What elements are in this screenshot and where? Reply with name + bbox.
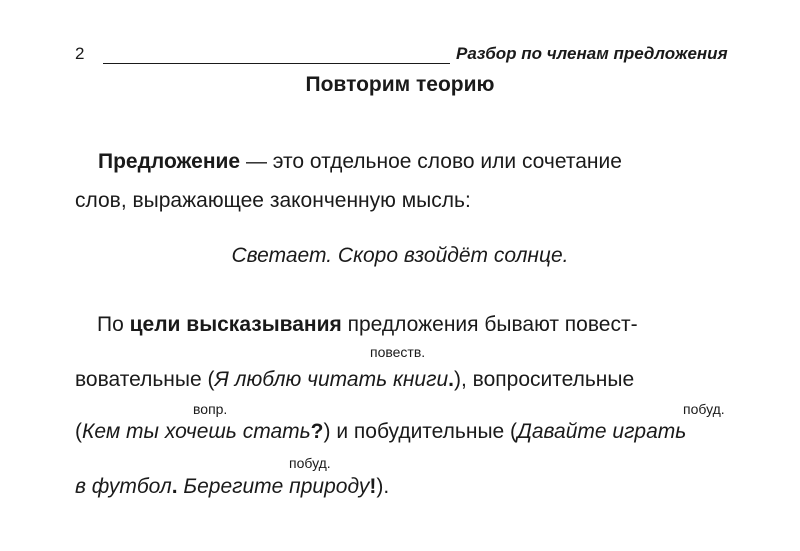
example-imperative-2: Берегите природу — [177, 475, 370, 498]
annotation-interrogative: вопр. — [193, 401, 228, 417]
purpose-line-4 — [75, 475, 389, 499]
purpose-term: цели высказывания — [129, 313, 342, 336]
definition-text: — это отдельное слово или сочетание — [240, 150, 622, 173]
purpose-line-3 — [75, 420, 686, 444]
purpose-text: ). — [376, 475, 390, 498]
example-punct: . — [171, 475, 178, 498]
example-punct: ? — [310, 420, 324, 443]
example-part-1: Светает — [231, 244, 327, 267]
example-dot-1: . — [326, 244, 333, 267]
purpose-text: предложения бывают повест- — [341, 313, 638, 336]
purpose-text: По — [97, 313, 130, 336]
annotation-imperative-1: побуд. — [683, 401, 725, 417]
example-punct: . — [448, 368, 454, 391]
annotation-declarative: повеств. — [370, 344, 426, 360]
purpose-text: ( — [75, 420, 82, 443]
annotation-imperative-2: побуд. — [289, 455, 331, 471]
definition-line-2: слов, выражающее законченную мысль: — [75, 189, 471, 212]
example-punct: ! — [369, 475, 377, 498]
purpose-line-1 — [97, 313, 638, 337]
definition-line-1 — [98, 150, 622, 174]
definition-term: Предложение — [98, 150, 241, 173]
example-part-2: Скоро взойдёт солнце — [332, 244, 563, 267]
example-imperative-1: Давайте играть — [517, 420, 687, 443]
page-heading: Повторим теорию — [305, 73, 495, 96]
purpose-text: ) и побудительные ( — [323, 420, 518, 443]
example-dot-2: . — [562, 244, 569, 267]
example-sentence — [0, 244, 800, 268]
page-number: 2 — [75, 44, 85, 63]
purpose-text: ), вопросительные — [454, 368, 635, 391]
example-imperative-1-end: в футбол — [75, 475, 172, 498]
purpose-text: вовательные ( — [75, 368, 215, 391]
section-title: Разбор по членам предложения — [456, 44, 728, 63]
example-interrogative: Кем ты хочешь стать — [82, 420, 311, 443]
purpose-line-2 — [75, 368, 634, 392]
example-declarative: Я люблю читать книги — [214, 368, 449, 391]
header-rule — [103, 63, 450, 64]
